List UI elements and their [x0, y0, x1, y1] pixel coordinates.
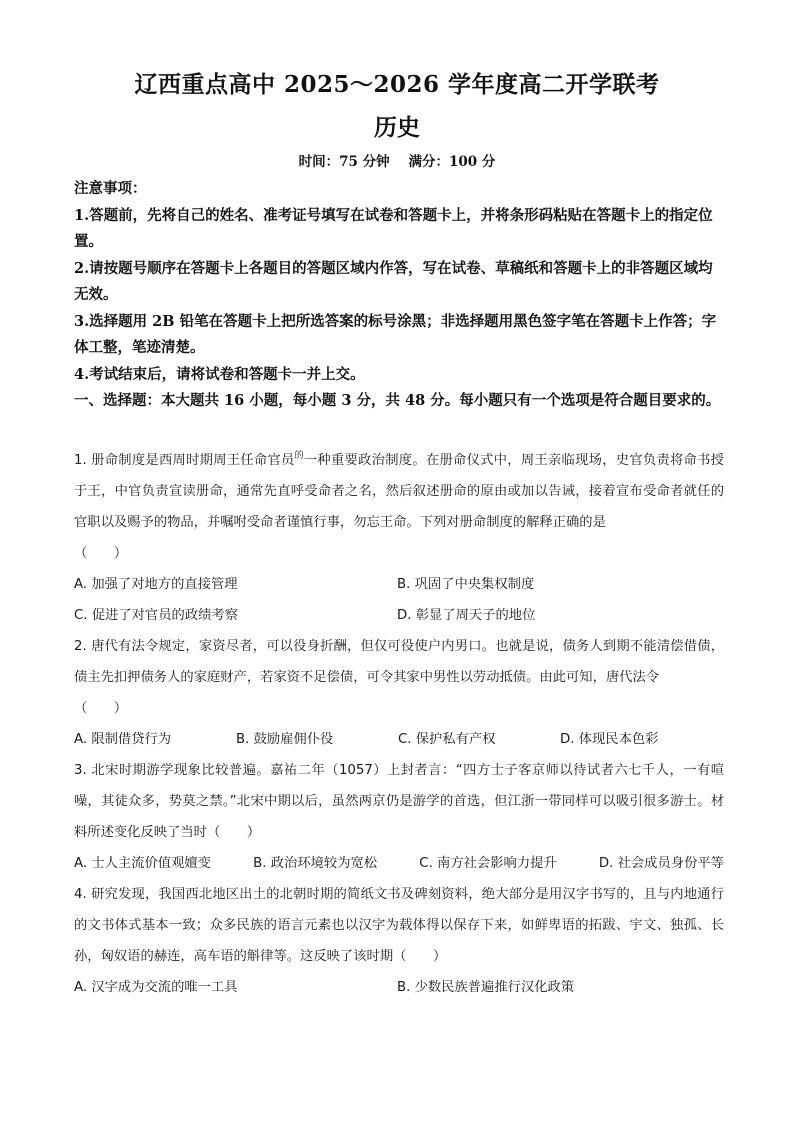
question-2 [74, 631, 724, 755]
question-stem-text: 1. 册命制度是西周时期周王任命官员 [74, 453, 295, 468]
option-c: C. 促进了对官员的政绩考察 [74, 608, 239, 623]
option-a: A. 加强了对地方的直接管理 [74, 577, 238, 592]
option-b: B. 少数民族普遍推行汉化政策 [397, 980, 575, 995]
option-a: A. 士人主流价值观嬗变 [74, 856, 211, 871]
option-d: D. 体现民本色彩 [560, 732, 659, 747]
question-3 [74, 755, 724, 879]
exam-subject: 历史 [374, 114, 420, 141]
notes-section [74, 176, 722, 415]
option-a: A. 汉字成为交流的唯一工具 [74, 980, 238, 995]
option-b: B. 鼓励雇佣仆役 [236, 732, 334, 747]
notes-heading: 注意事项： [74, 180, 147, 197]
options-group [74, 972, 724, 1003]
answer-parentheses: （ ） [74, 546, 128, 561]
option-a: A. 限制借贷行为 [74, 732, 172, 747]
notes-item: 4.考试结束后，请将试卷和答题卡一并上交。 [74, 365, 365, 383]
exam-title: 辽西重点高中 2025～2026 学年度高二开学联考 [134, 71, 660, 98]
question-stem: 3. 北宋时期游学现象比较普遍。嘉祐二年（1057）上封者言：“四方士子客京师以待试者六七千人，一有喧噪，其徒众多，势莫之禁。”北宋中期以后，虽然两京仍是游学的首选，但江浙一带同样可以吸引很多游士。材料所述变化反映了当时（ ） [74, 763, 724, 840]
option-c: C. 南方社会影响力提升 [419, 856, 557, 871]
questions-list [74, 441, 724, 1003]
question-1 [74, 441, 724, 631]
question-stem: 4. 研究发现，我国西北地区出土的北朝时期的简纸文书及碑刻资料，绝大部分是用汉字书写的，且与内地通行的文书体式基本一致；众多民族的语言元素也以汉字为载体得以保存下来，如鲜卑语的拓跋、宇文、独孤、长孙，匈奴语的赫连，高车语的斛律等。这反映了该时期（ ） [74, 887, 724, 964]
notes-item: 1.答题前，先将自己的姓名、准考证号填写在试卷和答题卡上，并将条形码粘贴在答题卡上的指定位置。 [74, 206, 713, 250]
option-b: B. 政治环境较为宽松 [253, 856, 378, 871]
question-stem: 2. 唐代有法令规定，家资尽者，可以役身折酬，但仅可役使户内男口。也就是说，债务人到期不能清偿借债，债主先扣押债务人的家庭财产，若家资不足偿债，可令其家中男性以劳动抵债。由此可知，唐代法令 [74, 639, 724, 685]
option-d: D. 彰显了周天子的地位 [397, 608, 536, 623]
options-group [74, 569, 724, 631]
option-b: B. 巩固了中央集权制度 [397, 577, 535, 592]
question-stem [74, 441, 724, 538]
notes-item: 2.请按题号顺序在答题卡上各题目的答题区域内作答，写在试卷、草稿纸和答题卡上的非答题区域均无效。 [74, 259, 713, 303]
options-group [74, 724, 724, 755]
question-4 [74, 879, 724, 1003]
options-group [74, 848, 724, 879]
answer-parentheses: （ ） [74, 701, 128, 716]
option-c: C. 保护私有产权 [398, 732, 496, 747]
exam-time-info: 时间：75 分钟 满分：100 分 [298, 154, 496, 170]
section-heading: 一、选择题：本大题共 16 小题，每小题 3 分，共 48 分。每小题只有一个选项是符合题目要求的。 [74, 392, 721, 409]
notes-item: 3.选择题用 2B 铅笔在答题卡上把所选答案的标号涂黑；非选择题用黑色签字笔在答题卡上作答；字体工整，笔迹清楚。 [74, 312, 717, 356]
option-d: D. 社会成员身份平等 [598, 856, 724, 871]
question-stem-superscript: 的 [294, 451, 304, 461]
question-stem-text: 一种重要政治制度。在册命仪式中，周王亲临现场，史官负责将命书授于王，中官负责宣读册命，通常先直呼受命者之名，然后叙述册命的原由或加以告诫，接着宣布受命者就任的官职以及赐予的物品，并嘱咐受命者谨慎行事，勿忘王命。下列对册命制度的解释正确的是 [74, 453, 724, 530]
